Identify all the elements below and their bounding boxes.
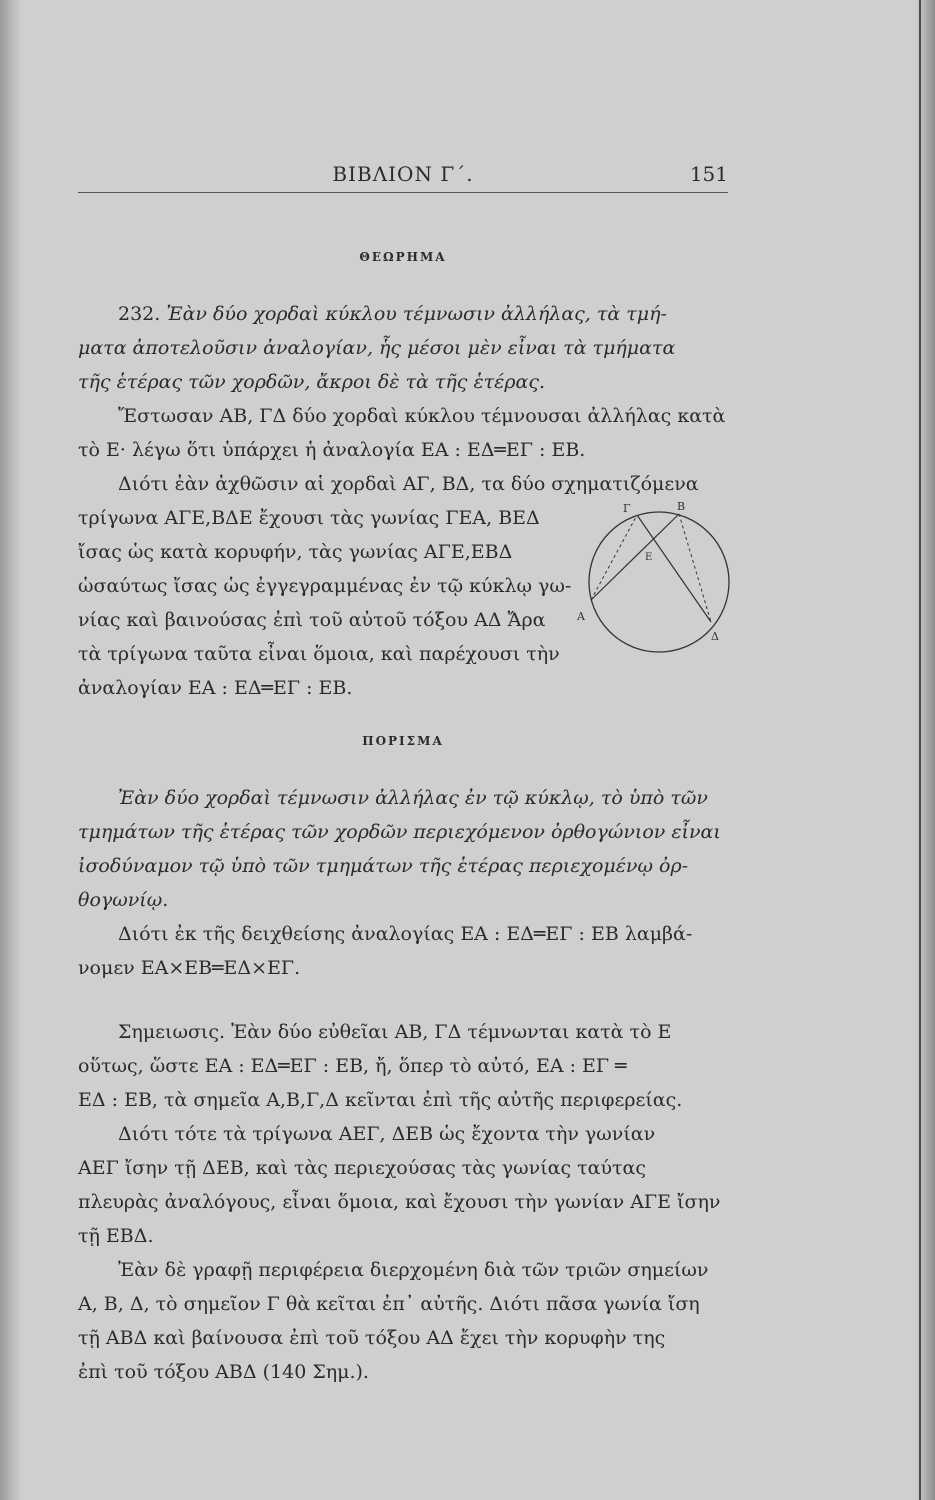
corollary-text-10: Διότι τότε τὰ τρίγωνα ΑΕΓ, ΔΕΒ ὡς ἔχοντα τὴν γωνίαν	[118, 1123, 656, 1145]
corollary-text-16: τῇ ΑΒΔ καὶ βαίνουσα ἐπὶ τοῦ τόξου ΑΔ ἔχει τὴν κορυφὴν της	[78, 1327, 666, 1349]
theorem-text-10: νίας καὶ βαινούσας ἐπὶ τοῦ αὐτοῦ τόξου ΑΔ Ἄρα	[78, 609, 546, 631]
theorem-statement-3: τῆς ἑτέρας τῶν χορδῶν, ἄκροι δὲ τὰ τῆς ἑτέρας.	[78, 371, 546, 393]
chord-GD	[637, 515, 711, 622]
running-title: ΒΙΒΛΙΟΝ Γ΄.	[332, 162, 474, 186]
theorem-heading: ΘΕΩΡΗΜΑ	[359, 250, 447, 264]
corollary-text-9: ΕΔ : ΕΒ, τὰ σημεῖα Α,Β,Γ,Δ κεῖνται ἐπὶ τῆς αὐτῆς περιφερείας.	[78, 1089, 683, 1111]
book-spine-shadow	[0, 0, 22, 1500]
corollary-text-6: νομεν ΕΑ×ΕΒ═ΕΔ×ΕΓ.	[78, 957, 301, 979]
label-E: Ε	[645, 552, 653, 563]
label-A: Α	[577, 610, 585, 623]
theorem-text-5: τὸ Ε· λέγω ὅτι ὑπάρχει ἡ ἀναλογία ΕΑ : ΕΔ═ΕΓ : ΕΒ.	[78, 439, 586, 461]
page-header	[78, 162, 728, 193]
corollary-text-7: Σημειωσις. Ἐὰν δύο εὐθεῖαι ΑΒ, ΓΔ τέμνωνται κατὰ τὸ Ε	[118, 1021, 672, 1043]
label-D: Δ	[711, 630, 719, 643]
corollary-text-13: τῇ ΕΒΔ.	[78, 1225, 154, 1247]
theorem-text-11: τὰ τρίγωνα ταῦτα εἶναι ὅμοια, καὶ παρέχουσι τὴν	[78, 643, 560, 665]
corollary-text-17: ἐπὶ τοῦ τόξου ΑΒΔ (140 Σημ.).	[78, 1361, 369, 1383]
corollary-text-11: ΑΕΓ ἴσην τῇ ΔΕΒ, καὶ τὰς περιεχούσας τὰς γωνίας ταύτας	[78, 1157, 647, 1179]
page-right-edge	[915, 0, 935, 1500]
theorem-text-4: Ἔστωσαν ΑΒ, ΓΔ δύο χορδαὶ κύκλου τέμνουσαι ἀλλήλας κατὰ	[118, 405, 726, 427]
theorem-text-6: Διότι ἐὰν ἀχθῶσιν αἱ χορδαὶ ΑΓ, ΒΔ, τα δύο σχηματιζόμενα	[118, 473, 699, 495]
corollary-text-5: Διότι ἐκ τῆς δειχθείσης ἀναλογίας ΕΑ : ΕΔ═ΕΓ : ΕΒ λαμβά-	[118, 923, 693, 945]
corollary-text-12: πλευρὰς ἀναλόγους, εἶναι ὅμοια, καὶ ἔχουσι τὴν γωνίαν ΑΓΕ ἴσην	[78, 1191, 721, 1213]
page-number: 151	[689, 162, 728, 186]
page-edge-line	[919, 0, 921, 1500]
theorem-statement-2: ματα ἀποτελοῦσιν ἀναλογίαν, ἧς μέσοι μὲν εἶναι τὰ τμήματα	[78, 337, 676, 359]
theorem-statement-1: Ἐὰν δύο χορδαὶ κύκλου τέμνωσιν ἀλλήλας, τὰ τμή-	[166, 303, 667, 325]
label-G: Γ	[623, 502, 631, 515]
corollary-statement-3: ἰσοδύναμον τῷ ὑπὸ τῶν τμημάτων τῆς ἑτέρας περιεχομένῳ ὀρ-	[78, 855, 689, 877]
corollary-text-8: οὕτως, ὥστε ΕΑ : ΕΔ═ΕΓ : ΕΒ, ἤ, ὅπερ τὸ αὐτό, ΕΑ : ΕΓ ═	[78, 1055, 627, 1077]
intersecting-chords-diagram	[577, 500, 737, 660]
corollary-statement-1: Ἐὰν δύο χορδαὶ τέμνωσιν ἀλλήλας ἐν τῷ κύκλῳ, τὸ ὑπὸ τῶν	[118, 787, 708, 809]
corollary-statement-4: θογωνίῳ.	[78, 889, 169, 911]
book-page	[22, 0, 915, 1500]
theorem-text-7: τρίγωνα ΑΓΕ,ΒΔΕ ἔχουσι τὰς γωνίας ΓΕΑ, ΒΕΔ	[78, 507, 540, 529]
theorem-number: 232.	[118, 303, 161, 325]
corollary-text-14: Ἐὰν δὲ γραφῇ περιφέρεια διερχομένη διὰ τῶν τριῶν σημείων	[118, 1259, 709, 1281]
theorem-text-9: ὡσαύτως ἴσας ὡς ἐγγεγραμμένας ἐν τῷ κύκλῳ γω-	[78, 575, 572, 597]
label-B: Β	[677, 500, 686, 513]
corollary-heading: ΠΟΡΙΣΜΑ	[362, 734, 444, 748]
theorem-line-1	[118, 302, 667, 326]
theorem-text-12: ἀναλογίαν ΕΑ : ΕΔ═ΕΓ : ΕΒ.	[78, 677, 353, 699]
corollary-statement-2: τμημάτων τῆς ἑτέρας τῶν χορδῶν περιεχόμενον ὀρθογώνιον εἶναι	[78, 821, 721, 843]
corollary-text-15: Α, Β, Δ, τὸ σημεῖον Γ θὰ κεῖται ἐπ᾽ αὐτῆς. Διότι πᾶσα γωνία ἴση	[78, 1293, 700, 1315]
theorem-text-8: ἴσας ὡς κατὰ κορυφήν, τὰς γωνίας ΑΓΕ,ΕΒΔ	[78, 541, 513, 563]
